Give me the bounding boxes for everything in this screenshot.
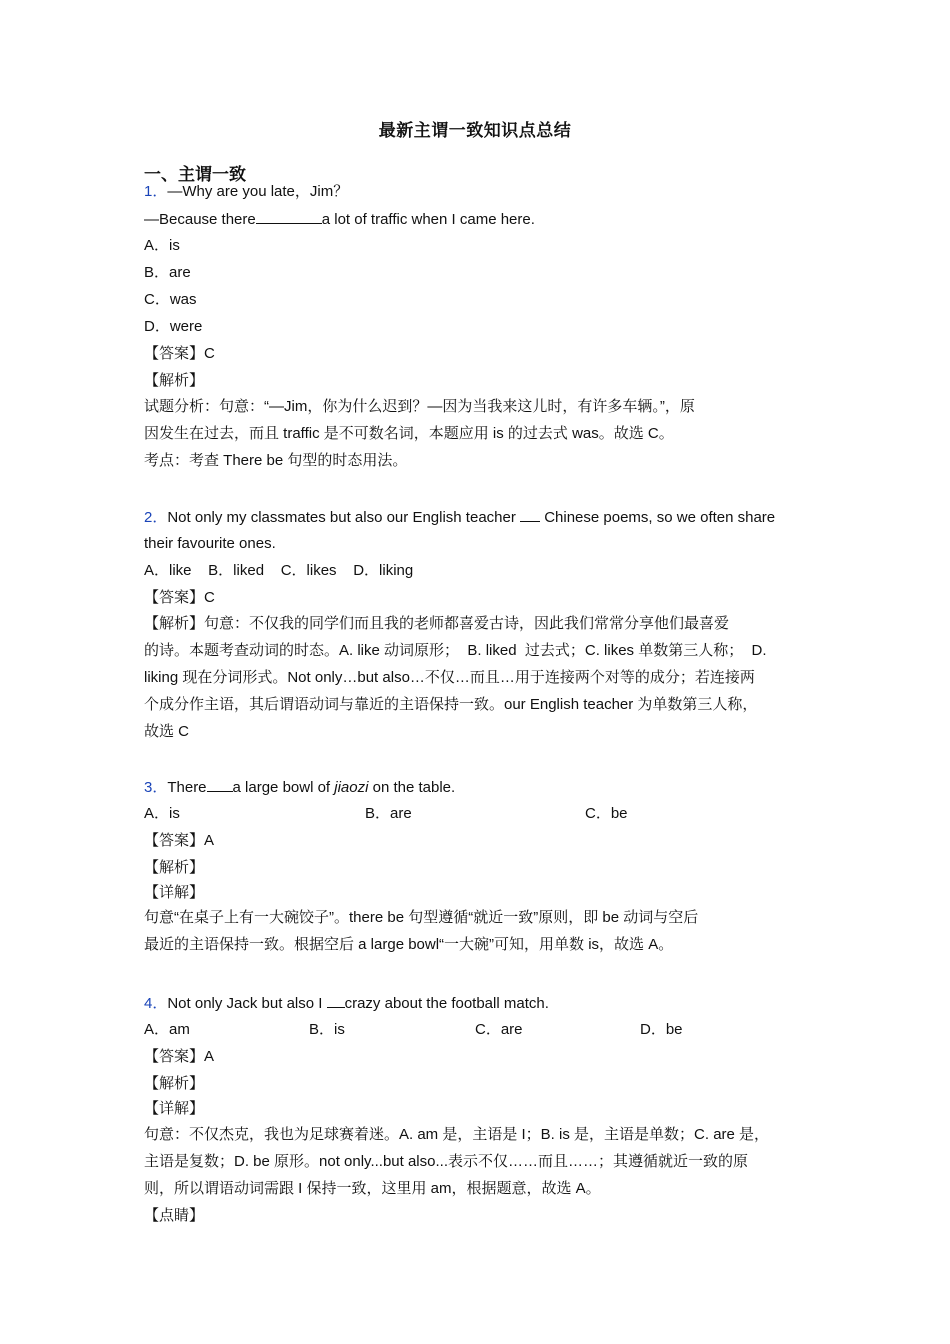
q4-explanation-2: 主语是复数；D. be 原形。not only...but also...表示不仅……而且……；其遵循就近一致的原 xyxy=(144,1153,748,1170)
section-heading: 一、主谓一致 xyxy=(144,165,246,184)
q2-stem-text-1a: Not only my classmates but also our English teacher xyxy=(167,509,516,526)
q3-analysis-heading: 【解析】 xyxy=(144,859,205,876)
q3-option-c: C．be xyxy=(585,805,628,822)
q2-explanation-2: 的诗。本题考查动词的时态。A. like 动词原形； B. liked 过去式；C. likes 单数第三人称； D. xyxy=(144,642,767,659)
q4-stem-text-b: crazy about the football match. xyxy=(344,995,549,1012)
q4-explanation-3: 则，所以谓语动词需跟 I 保持一致，这里用 am，根据题意，故选 A。 xyxy=(144,1180,601,1197)
q2-answer: 【答案】C xyxy=(144,589,215,606)
q4-detail-heading: 【详解】 xyxy=(144,1100,205,1117)
document-title: 最新主谓一致知识点总结 xyxy=(378,121,572,140)
q4-answer: 【答案】A xyxy=(144,1048,215,1065)
q1-analysis-heading: 【解析】 xyxy=(144,372,205,389)
q1-stem-text-2b: a lot of traffic when I came here. xyxy=(321,211,535,228)
q2-explanation-1: 【解析】句意：不仅我的同学们而且我的老师都喜爱古诗，因此我们常常分享他们最喜爱 xyxy=(144,615,730,632)
q4-tip-heading: 【点睛】 xyxy=(144,1207,205,1224)
q1-explanation-3: 考点：考查 There be 句型的时态用法。 xyxy=(144,452,408,469)
q3-answer: 【答案】A xyxy=(144,832,215,849)
q4-option-c: C．are xyxy=(475,1021,523,1038)
q3-explanation-2: 最近的主语保持一致。根据空后 a large bowl“一大碗”可知，用单数 is，故选 A。 xyxy=(144,936,674,953)
q3-blank xyxy=(207,777,233,792)
q3-stem-text-italic: jiaozi xyxy=(334,779,369,796)
q4-number: 4． xyxy=(144,995,168,1012)
q2-number: 2． xyxy=(144,509,168,526)
q1-option-b: B．are xyxy=(144,264,191,281)
q3-explanation-1: 句意“在桌子上有一大碗饺子”。there be 句型遵循“就近一致”原则，即 be 动词与空后 xyxy=(144,909,699,926)
q3-option-b: B．are xyxy=(365,805,412,822)
q1-stem-text-2a: —Because there xyxy=(144,211,256,228)
q3-number: 3． xyxy=(144,779,168,796)
q1-explanation-1: 试题分析：句意：“—Jim，你为什么迟到？—因为当我来这儿时，有许多车辆。”，原 xyxy=(144,398,695,415)
q1-number: 1． xyxy=(144,183,168,200)
q1-blank xyxy=(256,209,322,224)
q1-stem-line-1 xyxy=(144,182,348,202)
q2-explanation-3: liking 现在分词形式。Not only…but also…不仅…而且…用于连接两个对等的成分；若连接两 xyxy=(144,669,755,686)
q3-stem-line-1 xyxy=(144,777,455,798)
q3-stem-text-b: a large bowl of xyxy=(232,779,335,796)
q4-option-d: D．be xyxy=(640,1021,683,1038)
q4-stem-text-a: Not only Jack but also I xyxy=(167,995,323,1012)
q2-stem-text-1b: Chinese poems, so we often share xyxy=(544,509,776,526)
q1-option-a: A．is xyxy=(144,237,180,254)
q2-options: A．like B．liked C．likes D．liking xyxy=(144,562,414,579)
q4-stem-line-1 xyxy=(144,993,549,1014)
q2-stem-line-2: their favourite ones. xyxy=(144,535,276,552)
q2-stem-line-1 xyxy=(144,507,775,528)
q3-stem-text-a: There xyxy=(167,779,207,796)
q2-explanation-5: 故选 C xyxy=(144,723,190,740)
q2-explanation-4: 个成分作主语，其后谓语动词与靠近的主语保持一致。our English teacher 为单数第三人称， xyxy=(144,696,758,713)
q1-stem-text-1: —Why are you late，Jim？ xyxy=(167,183,349,200)
q4-option-a: A．am xyxy=(144,1021,190,1038)
q1-stem-line-2 xyxy=(144,209,535,230)
q1-option-c: C．was xyxy=(144,291,197,308)
q3-option-a: A．is xyxy=(144,805,180,822)
q3-detail-heading: 【详解】 xyxy=(144,884,205,901)
q4-option-b: B．is xyxy=(309,1021,345,1038)
q4-analysis-heading: 【解析】 xyxy=(144,1075,205,1092)
q1-explanation-2: 因发生在过去，而且 traffic 是不可数名词，本题应用 is 的过去式 was。故选 C。 xyxy=(144,425,674,442)
q4-explanation-1: 句意：不仅杰克，我也为足球赛着迷。A. am 是，主语是 I；B. is 是，主语是单数；C. are 是， xyxy=(144,1126,770,1143)
q4-blank xyxy=(327,993,345,1008)
q2-blank xyxy=(520,507,540,522)
q1-answer: 【答案】C xyxy=(144,345,215,362)
q1-option-d: D．were xyxy=(144,318,203,335)
q3-stem-text-d: on the table. xyxy=(368,779,456,796)
